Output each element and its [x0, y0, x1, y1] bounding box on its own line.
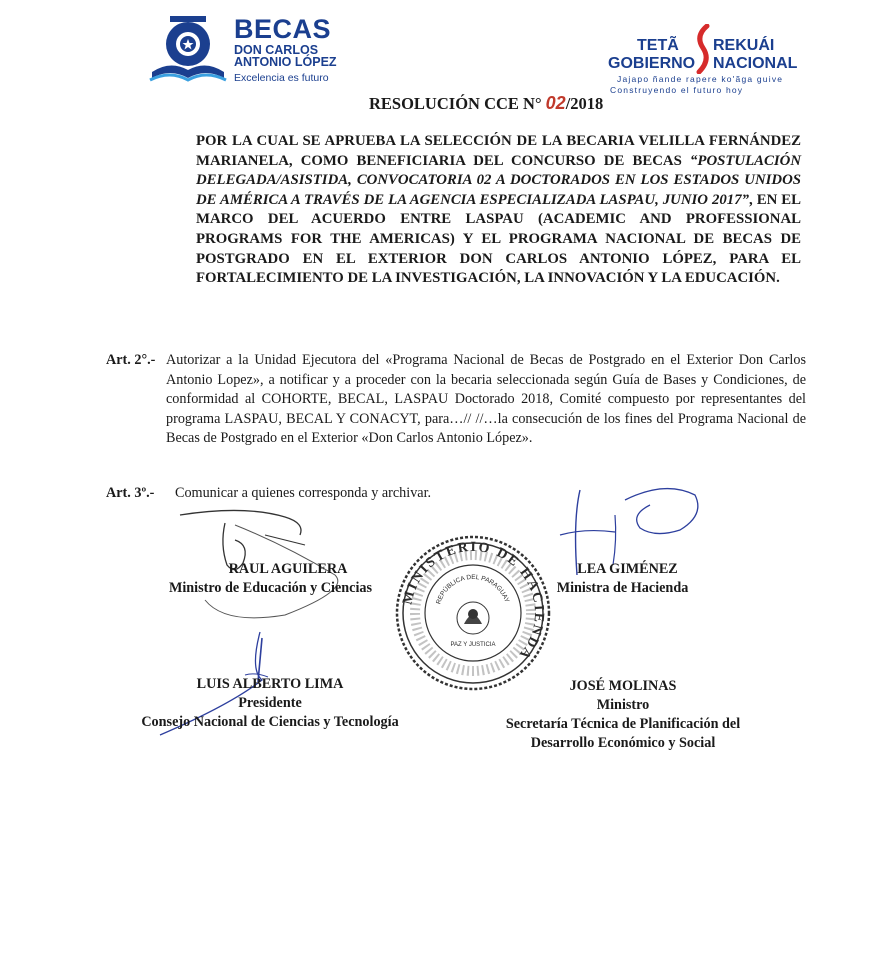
signatory-org-line2: Desarrollo Económico y Social: [530, 735, 716, 751]
becas-emblem-icon: [148, 14, 230, 86]
signatory-name: LEA GIMÉNEZ: [577, 561, 678, 577]
gov-logo-flag-icon: [693, 24, 713, 74]
signatory-aguilera: [148, 560, 393, 598]
signatory-name: LUIS ALBERTO LIMA: [196, 676, 344, 692]
resolution-preamble: [196, 132, 801, 289]
resolution-heading: [369, 93, 603, 114]
seal-inner-text: REPÚBLICA DEL PARAGUAY: [435, 573, 511, 606]
signatory-molinas: [478, 677, 768, 753]
signatory-gimenez: [540, 560, 705, 598]
signatory-title: Ministro de Educación y Ciencias: [168, 580, 373, 596]
seal-motto: PAZ Y JUSTICIA: [450, 642, 496, 648]
article-2-label: Art. 2°.-: [106, 352, 156, 368]
svg-text:REPÚBLICA DEL PARAGUAY: [435, 574, 510, 605]
gov-logo-tagline-guarani: Jajapo ñande rapere ko'ãga guive: [617, 74, 784, 84]
signatory-org: Consejo Nacional de Ciencias y Tecnología: [141, 714, 399, 730]
signatory-lima: [110, 675, 430, 732]
seal-outer-text: MINISTERIO DE HACIENDA: [400, 539, 547, 663]
becas-logo-line1: DON CARLOS: [234, 43, 319, 57]
resolution-prefix: RESOLUCIÓN CCE N°: [369, 94, 542, 113]
preamble-part2: , EN EL MARCO DEL ACUERDO ENTRE LASPAU (ACADEMIC AND PROFESSIONAL PROGRAMS FOR THE AMERICAS) Y EL PROGRAMA NACIONAL DE BECAS DE POSTGRADO EN EL EXTERIOR DON CARLOS ANTONIO LÓPEZ, PARA EL FORTALECIMIENTO DE LA INVESTIGACIÓN, LA INNOVACIÓN Y LA EDUCACIÓN.: [196, 191, 801, 287]
signatory-name: RAUL AGUILERA: [228, 561, 348, 577]
becas-logo-line2: ANTONIO LÓPEZ: [234, 55, 337, 69]
signatory-title: Presidente: [238, 695, 302, 711]
becas-logo-tagline: Excelencia es futuro: [234, 72, 329, 84]
gov-logo-nacional: NACIONAL: [713, 55, 798, 72]
signatory-title: Ministra de Hacienda: [556, 580, 689, 596]
preamble-contest-name: “POSTULACIÓN DELEGADA/ASISTIDA, CONVOCATORIA 02 A DOCTORADOS EN LOS ESTADOS UNIDOS DE AMÉRICA A TRAVÉS DE LA AGENCIA ESPECIALIZADA LASPAU, JUNIO 2017”: [196, 152, 801, 208]
ministry-seal-icon: [394, 534, 552, 692]
gov-logo-rekuai: REKUÁI: [713, 37, 775, 54]
signatory-org-line1: Secretaría Técnica de Planificación del: [505, 716, 741, 732]
gov-logo-teta: TETÃ: [637, 37, 679, 54]
gov-logo-gobierno: GOBIERNO: [608, 55, 696, 72]
article-3-label: Art. 3º.-: [106, 485, 155, 501]
becas-logo-title: BECAS: [234, 14, 332, 44]
gov-logo-tagline-spanish: Construyendo el futuro hoy: [610, 85, 744, 95]
signatory-title: Ministro: [596, 697, 650, 713]
article-2-text: Autorizar a la Unidad Ejecutora del «Programa Nacional de Becas de Postgrado en el Exterior Don Carlos Antonio Lopez», a notificar y a proceder con la becaria seleccionada según Guía de Bases y Condiciones, de conformidad al COHORTE, BECAL, LASPAU Doctorado 2018, Comité compuesto por representantes del programa LASPAU, BECAL Y CONACYT, para…// //…la consecución de los fines del Programa Nacional de Becas de Postgrado en el Exterior «Don Carlos Antonio López».: [166, 352, 806, 446]
article-3-text: Comunicar a quienes corresponda y archivar.: [175, 485, 432, 501]
resolution-year: /2018: [565, 94, 604, 113]
becas-logo: [148, 14, 230, 86]
ministry-seal: [394, 534, 552, 692]
preamble-part1: POR LA CUAL SE APRUEBA LA SELECCIÓN DE LA BECARIA VELILLA FERNÁNDEZ MARIANELA, COMO BENEFICIARIA DEL CONCURSO DE BECAS: [196, 133, 801, 169]
signatory-name: JOSÉ MOLINAS: [569, 678, 677, 694]
resolution-number: 02: [545, 93, 566, 113]
